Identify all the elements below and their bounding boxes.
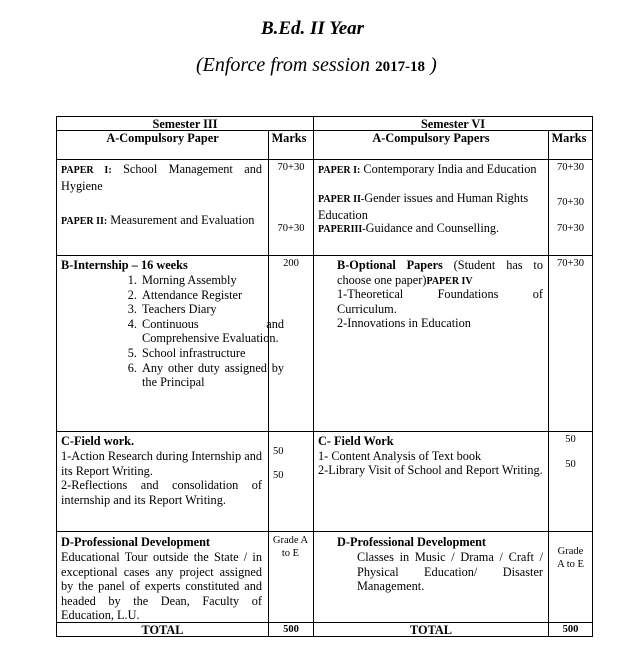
document-title: B.Ed. II Year	[260, 18, 365, 39]
left-paper-2-marks: 70+30	[277, 223, 305, 234]
right-paper-3-text: Guidance and Counselling.	[365, 221, 500, 235]
right-marks-header: Marks	[551, 131, 587, 145]
right-paper-2-text: Gender issues and Human Rights Education	[318, 191, 529, 222]
left-section-a-heading: A-Compulsory Paper	[106, 131, 219, 145]
left-field-2-marks: 50	[273, 470, 284, 481]
right-total-marks: 500	[562, 624, 579, 635]
right-paper-3-label: PAPERIII-	[318, 224, 366, 235]
left-d-text: Educational Tour outside the State / in exceptional cases any project assigned by the panel of experts constituted and headed by the Dean, Faculty of Education, L.U.	[61, 550, 262, 623]
internship-list	[118, 273, 284, 390]
right-d-text: Classes in Music / Drama / Craft / Physical Education/ Disaster Management.	[357, 550, 543, 594]
right-total-label: TOTAL	[410, 623, 452, 637]
left-field-1-marks: 50	[273, 446, 284, 457]
left-total-marks: 500	[283, 624, 299, 635]
right-paper-2-label: PAPER II-	[318, 194, 365, 205]
list-item: 5. School infrastructure	[140, 346, 284, 361]
right-section-b	[337, 258, 543, 289]
left-field-2: 2-Reflections and consolidation of internship and its Report Writing.	[61, 478, 262, 507]
right-field-1: 1- Content Analysis of Text book	[318, 449, 482, 463]
left-field-1: 1-Action Research during Internship and its Report Writing.	[61, 449, 262, 478]
internship-marks: 200	[283, 258, 299, 269]
right-field-1-marks: 50	[565, 434, 576, 445]
left-paper-2-text: Measurement and Evaluation	[110, 213, 255, 227]
left-section-b-heading: B-Internship – 16 weeks	[61, 258, 188, 272]
left-paper-1-label: PAPER I:	[61, 165, 112, 176]
semester-vi-header: Semester VI	[420, 117, 486, 131]
right-paper-3	[318, 221, 546, 238]
left-section-c-heading: C-Field work.	[61, 434, 135, 448]
right-section-b-heading: B-Optional Papers	[337, 258, 443, 272]
list-item: 1. Morning Assembly	[140, 273, 284, 288]
optional-marks: 70+30	[557, 258, 584, 269]
list-item: 6. Any other duty assigned by the Principal	[140, 361, 284, 390]
subtitle-text: (Enforce from session	[196, 54, 371, 76]
right-paper-1-label: PAPER I:	[318, 165, 361, 176]
right-section-c-heading: C- Field Work	[318, 434, 394, 448]
right-section-a-heading: A-Compulsory Papers	[372, 131, 490, 145]
right-paper-1-marks: 70+30	[557, 162, 584, 173]
right-section-d-heading: D-Professional Development	[337, 535, 487, 549]
right-paper-1-text: Contemporary India and Education	[363, 162, 537, 176]
document-subtitle	[196, 54, 437, 77]
left-d-marks: Grade A to E	[272, 535, 309, 559]
list-item: 2. Attendance Register	[140, 288, 284, 303]
optional-paper-2: 2-Innovations in Education	[337, 316, 471, 330]
session-year: 2017-18	[375, 59, 426, 75]
subtitle-close: )	[430, 54, 437, 76]
right-paper-3-marks: 70+30	[557, 223, 584, 234]
semester-iii-header: Semester III	[152, 117, 218, 131]
list-item: 4. Continuous and Comprehensive Evaluation.	[140, 317, 284, 346]
list-item: 3. Teachers Diary	[140, 302, 284, 317]
left-paper-2-label: PAPER II:	[61, 216, 108, 227]
right-section-b-paper: PAPER IV	[426, 275, 473, 287]
right-paper-2-marks: 70+30	[557, 197, 584, 208]
left-total-label: TOTAL	[141, 623, 184, 637]
optional-paper-1: 1-Theoretical Foundations of Curriculum.	[337, 287, 543, 316]
right-paper-1	[318, 162, 543, 179]
right-section-b-note: (Student has to choose one paper)	[337, 258, 543, 287]
left-paper-1	[61, 162, 262, 193]
right-d-marks: Grade A to E	[557, 546, 584, 570]
right-field-2: 2-Library Visit of School and Report Writing.	[318, 463, 543, 477]
left-paper-1-marks: 70+30	[277, 162, 305, 173]
left-section-d-heading: D-Professional Development	[61, 535, 211, 549]
left-paper-2	[61, 213, 266, 230]
left-paper-1-text: School Management and Hygiene	[61, 162, 263, 193]
right-field-2-marks: 50	[565, 459, 576, 470]
right-paper-2	[318, 191, 546, 222]
left-marks-header: Marks	[271, 131, 307, 145]
